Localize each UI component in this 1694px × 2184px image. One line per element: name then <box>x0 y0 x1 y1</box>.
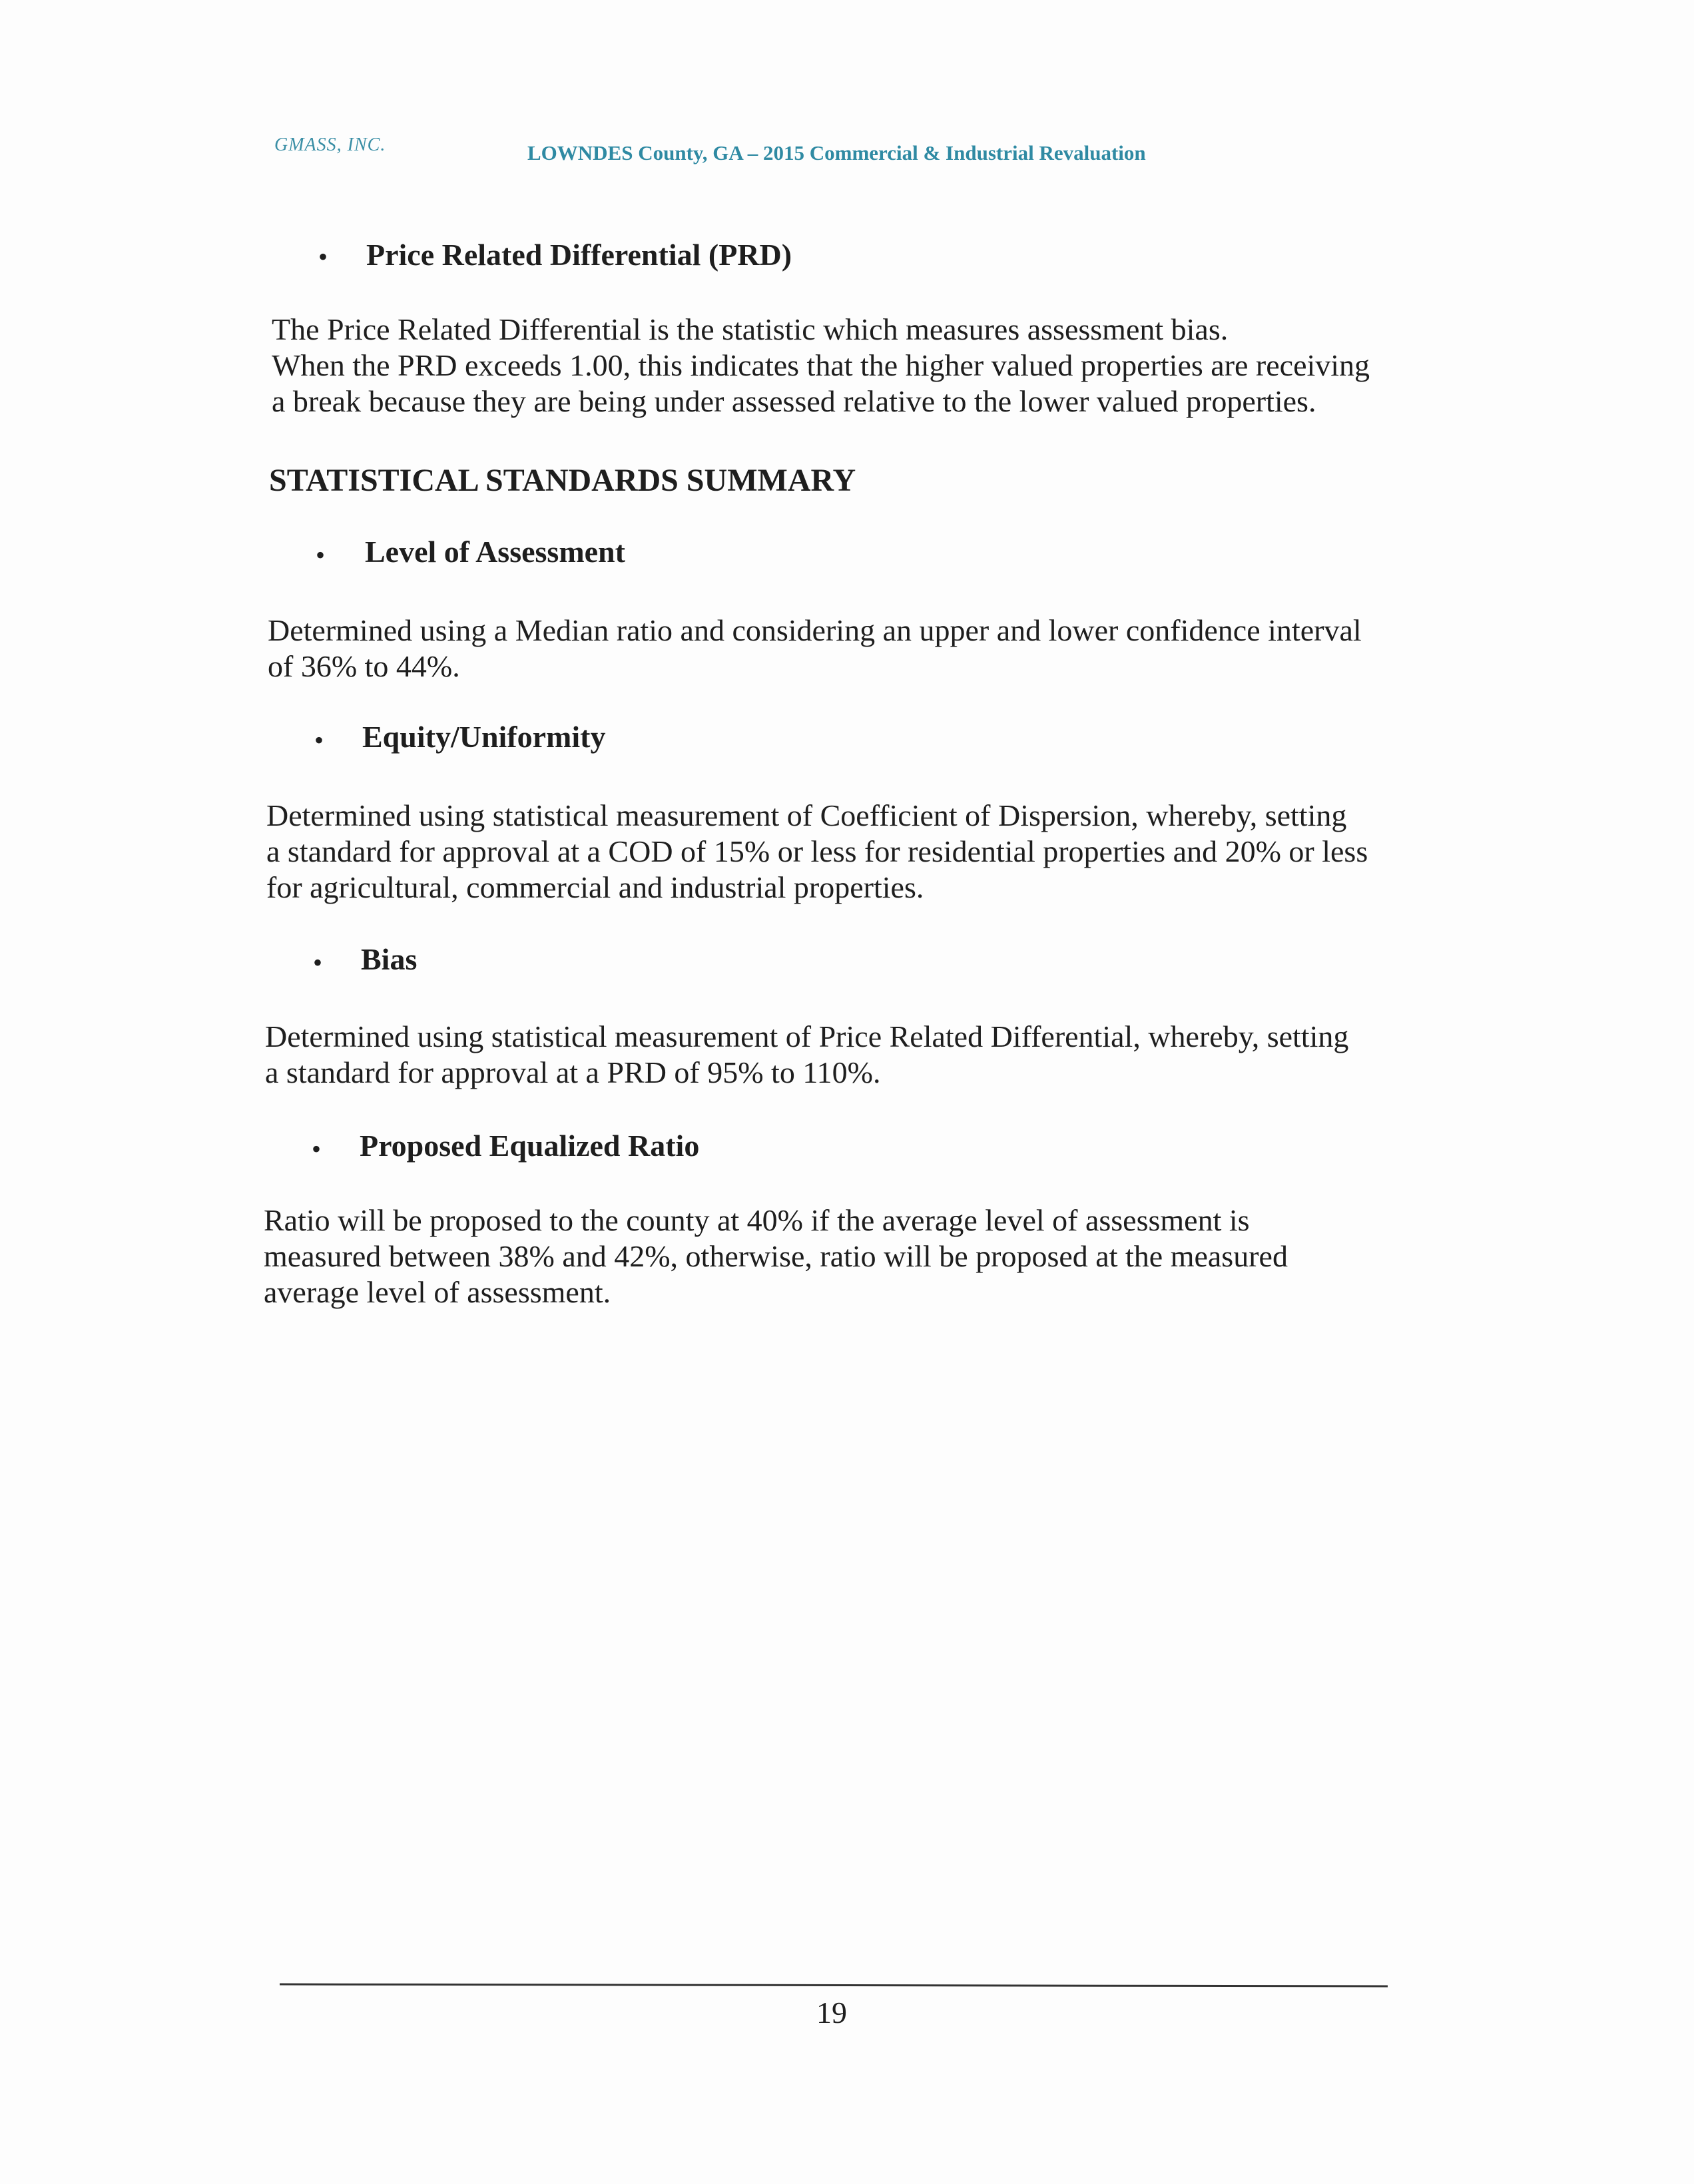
paragraph-line: When the PRD exceeds 1.00, this indicates that the higher valued properties are receiving <box>272 348 1370 382</box>
paragraph-line: Determined using statistical measurement of Coefficient of Dispersion, whereby, setting <box>266 798 1347 832</box>
paragraph-line: average level of assessment. <box>264 1275 611 1309</box>
page-number: 19 <box>816 1996 847 2030</box>
heading-equity: Equity/Uniformity <box>362 720 606 754</box>
paragraph-line: a break because they are being under assessed relative to the lower valued properties. <box>272 384 1316 418</box>
paragraph-level <box>268 613 1362 684</box>
paragraph-line: measured between 38% and 42%, otherwise, ratio will be proposed at the measured <box>264 1239 1288 1273</box>
paragraph-ratio <box>264 1203 1288 1310</box>
paragraph-line: a standard for approval at a PRD of 95% to 110%. <box>265 1055 881 1089</box>
paragraph-line: Ratio will be proposed to the county at 40% if the average level of assessment is <box>264 1203 1250 1237</box>
bullet-bias: • <box>313 948 323 977</box>
footer-rule <box>280 1984 1388 1988</box>
paragraph-equity <box>266 798 1368 906</box>
paragraph-bias <box>265 1019 1348 1091</box>
header-title: LOWNDES County, GA – 2015 Commercial & Industrial Revaluation <box>527 141 1146 164</box>
bullet-equity: • <box>314 725 324 755</box>
paragraph-line: of 36% to 44%. <box>268 649 460 683</box>
paragraph-line: for agricultural, commercial and industrial properties. <box>266 870 924 904</box>
paragraph-line: Determined using a Median ratio and considering an upper and lower confidence interval <box>268 613 1362 647</box>
header-company: GMASS, INC. <box>274 135 386 155</box>
heading-prd: Price Related Differential (PRD) <box>366 238 792 272</box>
paragraph-line: Determined using statistical measurement of Price Related Differential, whereby, setting <box>265 1019 1349 1053</box>
bullet-prd: • <box>318 242 328 272</box>
paragraph-line: The Price Related Differential is the statistic which measures assessment bias. <box>272 312 1229 346</box>
heading-level: Level of Assessment <box>365 535 625 569</box>
paragraph-line: a standard for approval at a COD of 15% or less for residential properties and 20% or less <box>266 834 1368 868</box>
heading-ratio: Proposed Equalized Ratio <box>360 1129 700 1163</box>
paragraph-prd <box>272 312 1370 419</box>
summary-heading: STATISTICAL STANDARDS SUMMARY <box>269 463 856 498</box>
heading-bias: Bias <box>361 942 418 976</box>
bullet-ratio: • <box>312 1134 322 1164</box>
bullet-level: • <box>316 540 326 570</box>
